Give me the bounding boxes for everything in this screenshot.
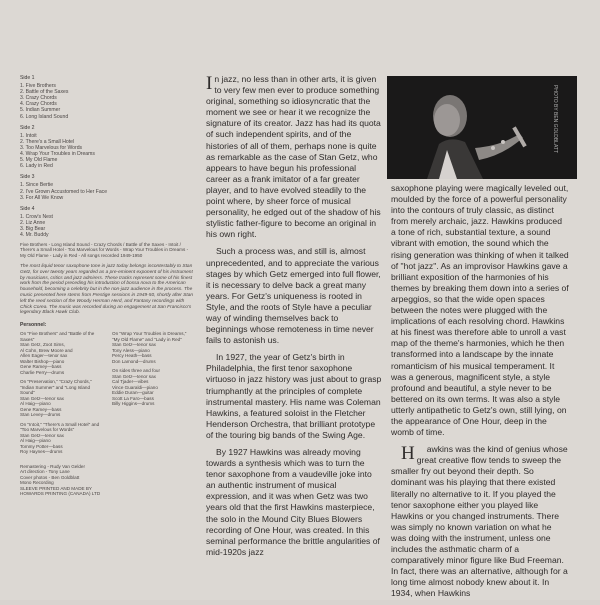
personnel-line: Don Lamond—drums — [112, 358, 156, 364]
track-title: 4. Crazy Chords — [20, 101, 57, 108]
personnel-line: Stan Getz, Zoot Sims, — [20, 342, 65, 348]
personnel-heading: On "Wrap Your Troubles in Dreams," "My Old Flame" and "Lady in Red" — [112, 331, 187, 342]
personnel-line: Allen Eager—tenor sax — [20, 353, 68, 359]
track-title: 3. Big Bear — [20, 225, 46, 232]
personnel-group — [20, 331, 102, 375]
production-line: Cover photos - Ben Goldblatt — [20, 474, 80, 480]
track-title: 2. There's a Small Hotel — [20, 138, 75, 145]
musician-photo — [387, 76, 577, 179]
track-title: 1. Intoit — [20, 132, 37, 139]
side-title: Side 2 — [20, 124, 35, 131]
track-listing-column — [20, 70, 195, 497]
personnel-left-column — [20, 331, 102, 459]
liner-notes-column-1 — [206, 74, 382, 564]
personnel-line: Tommy Potter—bass — [20, 443, 63, 449]
personnel-heading: On "Five Brothers" and "Battle of the Saxes" — [20, 331, 95, 342]
track-title: 6. Lady in Red — [20, 163, 53, 170]
track-title: 1. Crow's Nest — [20, 213, 53, 220]
side-title: Side 4 — [20, 205, 35, 212]
liner-paragraph: In jazz, no less than in other arts, it is given to very few men ever to produce something original, something so idiosyncratic that the moment we see or hear it we recognize the signature of its creator. Jazz has had its quota of such independent spirits, and of the histories of all of them, perhaps none is quite as remarkable as the case of Stan Getz, who appears to have begun his professional career as a frank imitator of a far greater player, and to have evolved steadily to the point where, by sheer force of musical personality, he edged out of the shadow of his stylistic father-figure to become an original in his own right. — [206, 73, 381, 240]
personnel-line: Charlie Perry—drums — [20, 369, 65, 375]
personnel-line: Al Haig—piano — [20, 401, 51, 407]
liner-blurb: The most liquid tenor saxophone tone in jazz today belongs incontestably to Stan Getz, for over twenty years regarded as a pre-eminent exponent of his instrument by musicians, critics and jazz admirers. These tracks represent some of his finest work from the period preceding his introduction of bossa nova to the American household, becoming a celebrity but in the non-jazz audience in the process. The music presented here stems from Prestige sessions in 1949-50, shortly after Stan left the reed section of the Woody Herman Herd, and Fantasy recordings with Chick Corea. The music was recorded during an engagement at San Francisco's legendary Black Hawk Club. — [20, 264, 194, 316]
track-title: 4. Wrap Your Troubles in Dreams — [20, 151, 95, 158]
personnel-line: Scott La Faro—bass — [112, 395, 154, 401]
liner-notes-column-2 — [391, 183, 569, 605]
production-line: Art direction - Tony Lane — [20, 469, 70, 475]
liner-paragraph: saxophone playing were magically leveled out, moulded by the force of a powerful personality into the contours of truly classic, as distinct from merely archaic, jazz. Hawkins produced a tone of rich, substantial texture, a sound vibrant with emotion, the sound which the rising generation was thinking of when it talked of "hot jazz". As an improvisor Hawkins gave a brilliant exposition of the harmonies of his themes by breaking them down into a series of arpeggios, so that the wide open spaces between the notes were plugged with the implications of each resolving chord. Hawkins at his finest was therefore able to unroll a vast map of the theme's harmonies, which he then transformed into a landscape by the innate romanticism of his musical temperament. It was a generous, magnificent style, a style profound and beautiful, a style never to be bettered on its own terms. It was also a style utterly antipathetic to Getz's own, still lying, on the appearance of One Hour, deep in the womb of time. — [391, 183, 569, 438]
track-title: 3. Too Marvelous for Words — [20, 144, 83, 151]
photo-credit: PHOTO BY BEN GOLDBLATT — [551, 84, 558, 154]
liner-paragraph: H awkins was the kind of genius whose great creative flow tends to sweep the smaller fry out beyond their depth. So dominant was his playing that there existed literally no alternative to it. If you played the tenor saxophone either you played like Hawkins or you changed instruments. There was simply no known variation on what he was doing with the instrument, unless one includes the asthmatic charm of a comparatively minor figure like Bud Freeman. In fact, there was an alternative, although for a long time almost nobody knew about it. In 1934, when Hawkins — [391, 443, 568, 599]
personnel-line: Al Haig—piano — [20, 438, 51, 444]
track-title: 1. Five Brothers — [20, 83, 56, 90]
track-title: 3. Crazy Chords — [20, 95, 57, 102]
personnel-heading: On "Preservation," "Crazy Chords," "Indian Summer" and "Long Island Sound" — [20, 379, 92, 396]
track-title: 3. For All We Know — [20, 194, 64, 201]
production-line: HOWARDS PRINTING (CANADA) LTD — [20, 491, 101, 497]
personnel-line: Stan Getz—tenor sax — [112, 342, 156, 348]
personnel-block — [20, 331, 195, 459]
recording-credits: Five Brothers - Long Island Sound - Crazy Chords / Battle of the Saxes - Intoit / There's a Small Hotel - Too Marvelous for Words - Wrap Your Troubles in Dreams - My Old Flame - Lady in Red - All songs recorded 1949-1950 — [20, 242, 189, 258]
sides-list — [20, 75, 195, 238]
personnel-line: Vince Guaraldi—piano — [112, 384, 158, 390]
personnel-line: Tony Aless—piano — [112, 347, 150, 353]
personnel-line: Percy Heath—bass — [112, 353, 152, 359]
track-title: 1. Since Bertie — [20, 182, 54, 189]
production-line: Mono Recording — [20, 480, 54, 486]
personnel-line: Gene Ramey—bass — [20, 406, 62, 412]
liner-paragraph: By 1927 Hawkins was already moving towards a synthesis which was to turn the tenor saxophone from a vaudeville joke into an authentic instrument of musical expression, and it was when Getz was two years old that the first Hawkins masterpiece, the solo in the Mound City Blues Blowers recording of One Hour, was created. In this seminal performance the brittle angularities of mid-1920s jazz — [206, 447, 380, 557]
personnel-line: Al Cohn, Brew Moore and — [20, 347, 73, 353]
personnel-heading: On "Intoit," "There's a Small Hotel" and "Too Marvelous for Words" — [20, 421, 100, 433]
personnel-line: Walter Bishop—piano — [20, 358, 65, 364]
track-title: 2. Battle of the Saxes — [20, 89, 69, 96]
track-title: 2. Liz Anne — [20, 219, 46, 226]
personnel-line: Billy Higgins—drums — [112, 401, 155, 407]
drop-cap: H — [401, 443, 415, 465]
side-title: Side 3 — [20, 174, 35, 181]
personnel-group — [20, 422, 102, 455]
personnel-heading: On sides three and four — [112, 368, 161, 374]
personnel-group — [112, 368, 194, 407]
track-title: 6. Long Island Sound — [20, 113, 69, 120]
personnel-line: Stan Getz—tenor sax — [112, 373, 156, 379]
liner-paragraph: Such a process was, and still is, almost unprecedented, and to appreciate the various stages by which Getz emerged into full flower, it is necessary to delve back a great many years. For Getz's uniqueness is rooted in Style, and the roots of Style have a peculiar way of winding themselves back to beginnings whose remoteness in time never fails to astonish us. — [206, 246, 381, 346]
personnel-title: Personnel: — [20, 322, 47, 329]
side-title: Side 1 — [20, 75, 35, 81]
personnel-right-column — [112, 331, 194, 459]
personnel-line: Cal Tjader—vibes — [112, 379, 149, 385]
personnel-line: Stan Getz—tenor sax — [20, 395, 64, 401]
personnel-line: Stan Levey—drums — [20, 412, 61, 418]
personnel-line: Gene Ramey—bass — [20, 364, 62, 370]
personnel-group — [112, 331, 194, 364]
track-title: 5. Indian Summer — [20, 107, 61, 114]
personnel-line: Eddie Duran—guitar — [112, 390, 154, 396]
production-credits — [20, 464, 195, 497]
track-title: 2. I've Grown Accustomed to Her Face — [20, 188, 108, 195]
personnel-line: Stan Getz—tenor sax — [20, 432, 64, 438]
track-title: 5. My Old Flame — [20, 157, 58, 164]
production-line: Remastering - Rudy Van Gelder — [20, 463, 86, 469]
track-title: 4. Mr. Buddy — [20, 232, 49, 239]
personnel-line: Roy Haynes—drums — [20, 449, 63, 455]
production-line: SLEEVE PRINTED AND MADE BY — [20, 485, 92, 491]
personnel-group — [20, 379, 102, 418]
liner-paragraph: In 1927, the year of Getz's birth in Philadelphia, the first tenor saxophone virtuoso in jazz history was just about to grasp triumphantly at the principles of complete instrumental mastery. His name was Coleman Hawkins, a featured soloist in the Fletcher Henderson Orchestra, that brilliant prototype of the touring big bands of the Swing Age. — [206, 352, 382, 440]
drop-cap: I — [206, 73, 213, 94]
